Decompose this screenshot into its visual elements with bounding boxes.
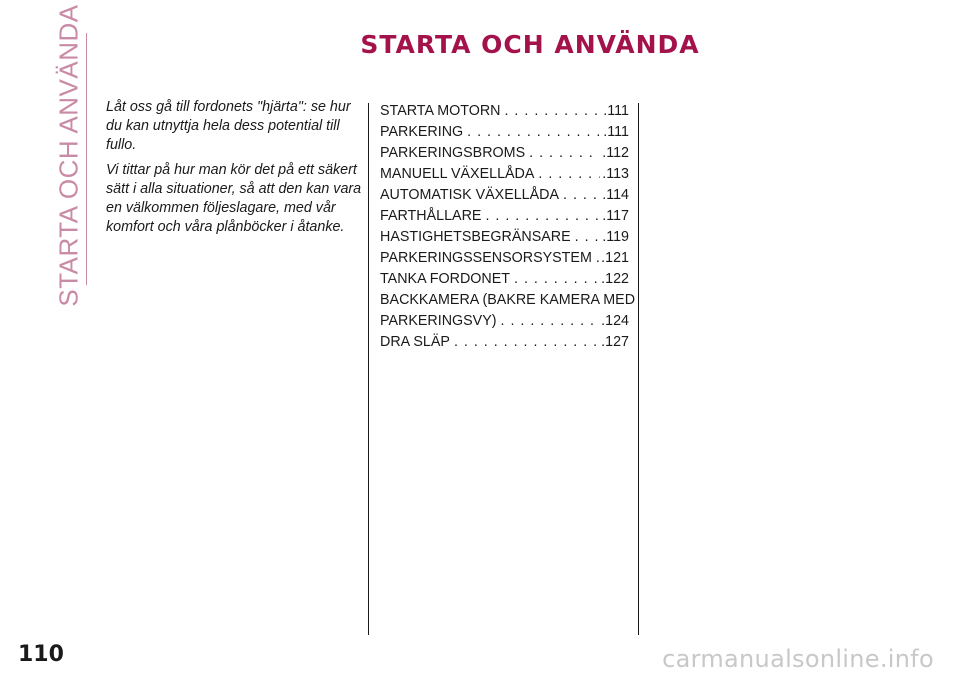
toc-entry-parkering[interactable] — [380, 122, 629, 143]
toc-entry-page: .121 — [601, 250, 629, 266]
toc-entry-parkeringsbroms[interactable] — [380, 143, 629, 164]
toc-entry-label: PARKERINGSVY) — [380, 313, 497, 329]
toc-entry-starta-motorn[interactable] — [380, 101, 629, 122]
watermark: carmanualsonline.info — [662, 645, 934, 673]
toc-leader-dots — [467, 122, 601, 143]
section-side-tab-label: STARTA OCH ANVÄNDA — [53, 3, 84, 307]
toc-entry-manuell-vaxellada[interactable] — [380, 164, 629, 185]
toc-entry-backkamera-line-2[interactable] — [380, 311, 629, 332]
toc-leader-dots — [501, 311, 600, 332]
toc-entry-page: .112 — [602, 145, 629, 161]
toc-entry-page: .122 — [601, 271, 629, 287]
intro-paragraph-1: Låt oss gå till fordonets "hjärta": se hur du kan utnyttja hela dess potential till fullo. — [106, 99, 351, 153]
toc-entry-label: FARTHÅLLARE — [380, 208, 482, 224]
toc-entry-page: .119 — [602, 229, 629, 245]
intro-paragraph-2: Vi tittar på hur man kör det på ett säkert sätt i alla situationer, så att den kan vara en välkommen följeslagare, med vår komfort och våra plånböcker i åtanke. — [106, 162, 362, 235]
toc-entry-label: AUTOMATISK VÄXELLÅDA — [380, 187, 560, 203]
toc-entry-label: HASTIGHETSBEGRÄNSARE — [380, 229, 571, 245]
side-tab-divider — [86, 33, 87, 285]
section-side-tab — [52, 3, 86, 307]
toc-entry-label: PARKERINGSSENSORSYSTEM — [380, 250, 592, 266]
column-divider-left — [368, 103, 369, 635]
toc-entry-dra-slap[interactable] — [380, 332, 629, 353]
toc-entry-parkeringssensorsystem[interactable] — [380, 248, 629, 269]
toc-leader-dots — [514, 269, 599, 290]
table-of-contents — [380, 101, 636, 353]
toc-entry-page: .111 — [603, 103, 629, 119]
toc-entry-label: BACKKAMERA (BAKRE KAMERA MED — [380, 292, 636, 308]
toc-entry-label: MANUELL VÄXELLÅDA — [380, 166, 535, 182]
toc-entry-page: .113 — [602, 166, 629, 182]
toc-entry-page: .127 — [601, 334, 629, 350]
toc-entry-label: STARTA MOTORN — [380, 103, 501, 119]
page-title: STARTA OCH ANVÄNDA — [360, 30, 700, 59]
intro-text — [106, 98, 364, 243]
toc-leader-dots — [529, 143, 600, 164]
toc-entry-page: .114 — [602, 187, 629, 203]
toc-entry-backkamera-line-1[interactable] — [380, 290, 636, 311]
toc-leader-dots — [538, 164, 600, 185]
toc-entry-tanka-fordonet[interactable] — [380, 269, 629, 290]
toc-leader-dots — [575, 227, 601, 248]
toc-entry-page: .111 — [603, 124, 629, 140]
toc-leader-dots — [596, 248, 599, 269]
column-divider-right — [638, 103, 639, 635]
toc-entry-automatisk-vaxellada[interactable] — [380, 185, 629, 206]
toc-entry-page: .124 — [601, 313, 629, 329]
page-number: 110 — [18, 642, 64, 667]
toc-entry-page: .117 — [602, 208, 629, 224]
toc-leader-dots — [563, 185, 600, 206]
toc-entry-label: PARKERINGSBROMS — [380, 145, 526, 161]
toc-leader-dots — [454, 332, 599, 353]
toc-entry-farthallare[interactable] — [380, 206, 629, 227]
toc-entry-label: DRA SLÄP — [380, 334, 450, 350]
toc-entry-hastighetsbegransare[interactable] — [380, 227, 629, 248]
toc-leader-dots — [485, 206, 600, 227]
toc-entry-label: PARKERING — [380, 124, 464, 140]
toc-entry-label: TANKA FORDONET — [380, 271, 511, 287]
toc-leader-dots — [504, 101, 601, 122]
